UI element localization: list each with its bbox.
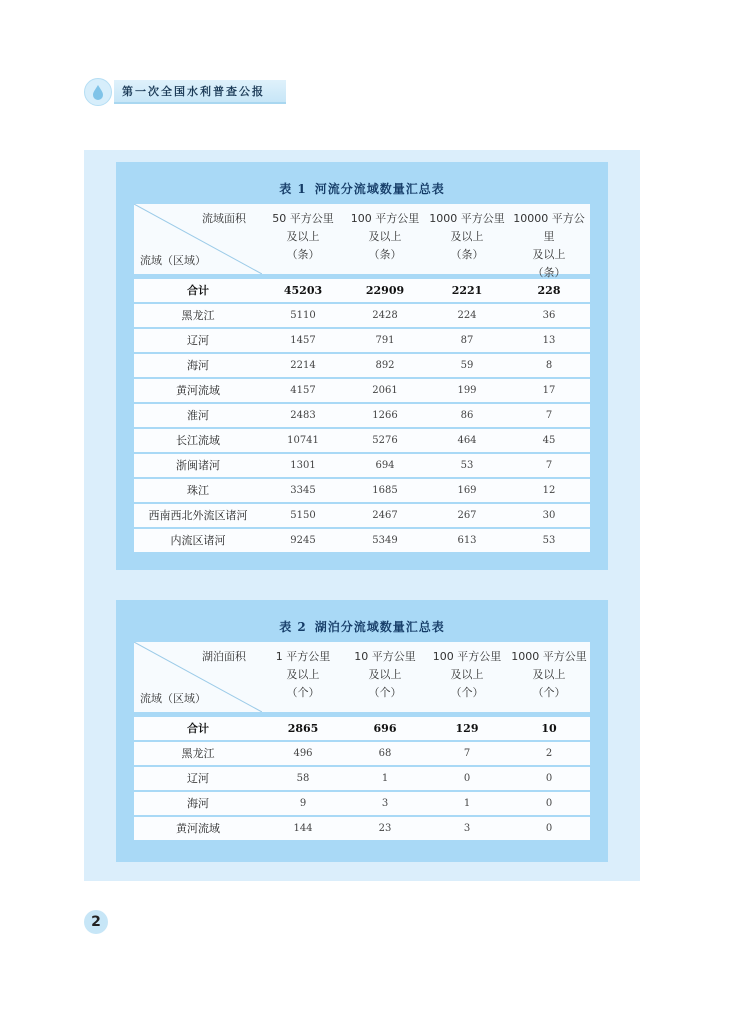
row-label: 黑龙江: [181, 309, 215, 322]
table-cell: 144: [293, 823, 313, 834]
column-header-line: （个）: [532, 686, 566, 699]
table-cell: 694: [375, 460, 395, 471]
page-number: 2: [84, 910, 108, 934]
column-header: [508, 210, 590, 282]
table-cell: 7: [545, 410, 553, 421]
table-cell: 791: [375, 335, 395, 346]
diag-label-top: 流域面积: [202, 212, 246, 225]
table-cell: 228: [537, 284, 561, 297]
table-row: [134, 454, 590, 477]
column-header: [344, 648, 426, 702]
column-header-line: 及以上: [286, 668, 320, 681]
column-header-line: 及以上: [532, 248, 566, 261]
lake-table: [116, 600, 608, 862]
table-row: [134, 329, 590, 352]
column-header-line: 及以上: [450, 230, 484, 243]
column-header-line: （个）: [450, 686, 484, 699]
river-table: [116, 162, 608, 570]
table-cell: 5349: [372, 535, 398, 546]
table-row: [134, 379, 590, 402]
column-header-line: 1000 平方公里: [429, 212, 505, 225]
water-drop-icon: [88, 82, 108, 102]
table-title-text: 湖泊分流域数量汇总表: [314, 620, 445, 634]
table-cell: 696: [373, 722, 397, 735]
table-row: [134, 354, 590, 377]
row-label: 黄河流域: [176, 822, 220, 835]
table-row-total: [134, 279, 590, 302]
table-cell: 1266: [372, 410, 398, 421]
table-header: [134, 204, 590, 279]
table-cell: 7: [545, 460, 553, 471]
column-header-line: 及以上: [368, 230, 402, 243]
table-cell: 5110: [290, 310, 316, 321]
table-cell: 613: [457, 535, 477, 546]
table-row: [134, 529, 590, 552]
table-cell: 36: [542, 310, 556, 321]
table-cell: 4157: [290, 385, 316, 396]
table-cell: 5276: [372, 435, 398, 446]
table-row: [134, 429, 590, 452]
table-cell: 59: [460, 360, 474, 371]
table-cell: 2483: [290, 410, 316, 421]
row-label: 辽河: [187, 772, 209, 785]
table-title: [116, 180, 608, 197]
table-cell: 22909: [365, 284, 405, 297]
table-cell: 1457: [290, 335, 316, 346]
column-header-line: 1000 平方公里: [511, 650, 587, 663]
table-cell: 199: [457, 385, 477, 396]
table-cell: 5150: [290, 510, 316, 521]
table-cell: 1: [463, 798, 471, 809]
column-header-line: 及以上: [450, 668, 484, 681]
diagonal-header-cell: [134, 204, 262, 274]
row-label: 淮河: [187, 409, 209, 422]
table-header: [134, 642, 590, 712]
column-header-line: （个）: [286, 686, 320, 699]
diag-label-bottom: 流域（区域）: [140, 254, 206, 267]
column-header-line: 10000 平方公里: [513, 212, 585, 243]
table-cell: 9: [299, 798, 307, 809]
table-cell: 17: [542, 385, 556, 396]
row-label: 珠江: [187, 484, 209, 497]
table-row: [134, 479, 590, 502]
table-cell: 2467: [372, 510, 398, 521]
table-cell: 53: [542, 535, 556, 546]
table-title: [116, 618, 608, 635]
table-cell: 1685: [372, 485, 398, 496]
row-label: 合计: [187, 284, 209, 297]
table-cell: 30: [542, 510, 556, 521]
table-row: [134, 504, 590, 527]
row-label: 辽河: [187, 334, 209, 347]
table-cell: 1301: [290, 460, 316, 471]
table-cell: 2: [545, 748, 553, 759]
row-label: 内流区诸河: [170, 534, 226, 547]
tables-panel: [84, 150, 640, 881]
table-cell: 3345: [290, 485, 316, 496]
table-cell: 0: [463, 773, 471, 784]
table-title-text: 河流分流域数量汇总表: [314, 182, 445, 196]
table-cell: 2061: [372, 385, 398, 396]
column-header-line: 及以上: [286, 230, 320, 243]
table-number: 表 2: [279, 620, 307, 634]
table-body: [134, 717, 590, 842]
table-row: [134, 792, 590, 815]
table-cell: 23: [378, 823, 392, 834]
table-row: [134, 817, 590, 840]
table-row: [134, 304, 590, 327]
diag-label-bottom: 流域（区域）: [140, 692, 206, 705]
column-header-line: （条）: [450, 248, 484, 261]
table-cell: 1: [381, 773, 389, 784]
table-cell: 8: [545, 360, 553, 371]
column-header-line: 及以上: [368, 668, 402, 681]
column-header-line: 100 平方公里: [432, 650, 502, 663]
table-body: [134, 279, 590, 554]
row-label: 黑龙江: [181, 747, 215, 760]
column-header: [426, 210, 508, 264]
table-cell: 3: [381, 798, 389, 809]
table-cell: 3: [463, 823, 471, 834]
diagonal-header-cell: [134, 642, 262, 712]
table-cell: 9245: [290, 535, 316, 546]
table-number: 表 1: [279, 182, 307, 196]
table-cell: 2428: [372, 310, 398, 321]
column-header: [262, 648, 344, 702]
column-header: [344, 210, 426, 264]
table-cell: 68: [378, 748, 392, 759]
table-cell: 169: [457, 485, 477, 496]
table-cell: 58: [296, 773, 310, 784]
table-cell: 2214: [290, 360, 316, 371]
row-label: 长江流域: [176, 434, 220, 447]
table-row: [134, 742, 590, 765]
table-row: [134, 404, 590, 427]
table-cell: 10741: [287, 435, 319, 446]
column-header-line: （条）: [286, 248, 320, 261]
table-cell: 12: [542, 485, 556, 496]
table-cell: 13: [542, 335, 556, 346]
table-cell: 86: [460, 410, 474, 421]
table-cell: 0: [545, 773, 553, 784]
header-title: 第一次全国水利普查公报: [122, 85, 265, 98]
table-cell: 129: [455, 722, 479, 735]
table-cell: 267: [457, 510, 477, 521]
table-cell: 464: [457, 435, 477, 446]
column-header-line: 100 平方公里: [350, 212, 420, 225]
table-cell: 7: [463, 748, 471, 759]
column-header-line: 及以上: [532, 668, 566, 681]
table-cell: 45203: [283, 284, 323, 297]
row-label: 西南西北外流区诸河: [148, 509, 248, 522]
column-header: [426, 648, 508, 702]
row-label: 浙闽诸河: [176, 459, 220, 472]
row-label: 黄河流域: [176, 384, 220, 397]
table-cell: 496: [293, 748, 313, 759]
row-label: 海河: [187, 797, 209, 810]
column-header: [508, 648, 590, 702]
column-header-line: 1 平方公里: [275, 650, 331, 663]
row-label: 海河: [187, 359, 209, 372]
column-header-line: （条）: [368, 248, 402, 261]
table-cell: 45: [542, 435, 556, 446]
column-header: [262, 210, 344, 264]
table-cell: 224: [457, 310, 477, 321]
header-banner: [114, 80, 286, 104]
table-cell: 2865: [287, 722, 319, 735]
table-cell: 10: [541, 722, 557, 735]
table-cell: 87: [460, 335, 474, 346]
table-row: [134, 767, 590, 790]
table-cell: 2221: [451, 284, 483, 297]
column-header-line: （条）: [532, 266, 566, 279]
table-cell: 0: [545, 798, 553, 809]
table-cell: 53: [460, 460, 474, 471]
column-header-line: 50 平方公里: [272, 212, 334, 225]
table-cell: 0: [545, 823, 553, 834]
column-header-line: 10 平方公里: [354, 650, 416, 663]
column-header-line: （个）: [368, 686, 402, 699]
row-label: 合计: [187, 722, 209, 735]
table-cell: 892: [375, 360, 395, 371]
table-row-total: [134, 717, 590, 740]
bulletin-logo-icon: [84, 78, 112, 106]
diag-label-top: 湖泊面积: [202, 650, 246, 663]
